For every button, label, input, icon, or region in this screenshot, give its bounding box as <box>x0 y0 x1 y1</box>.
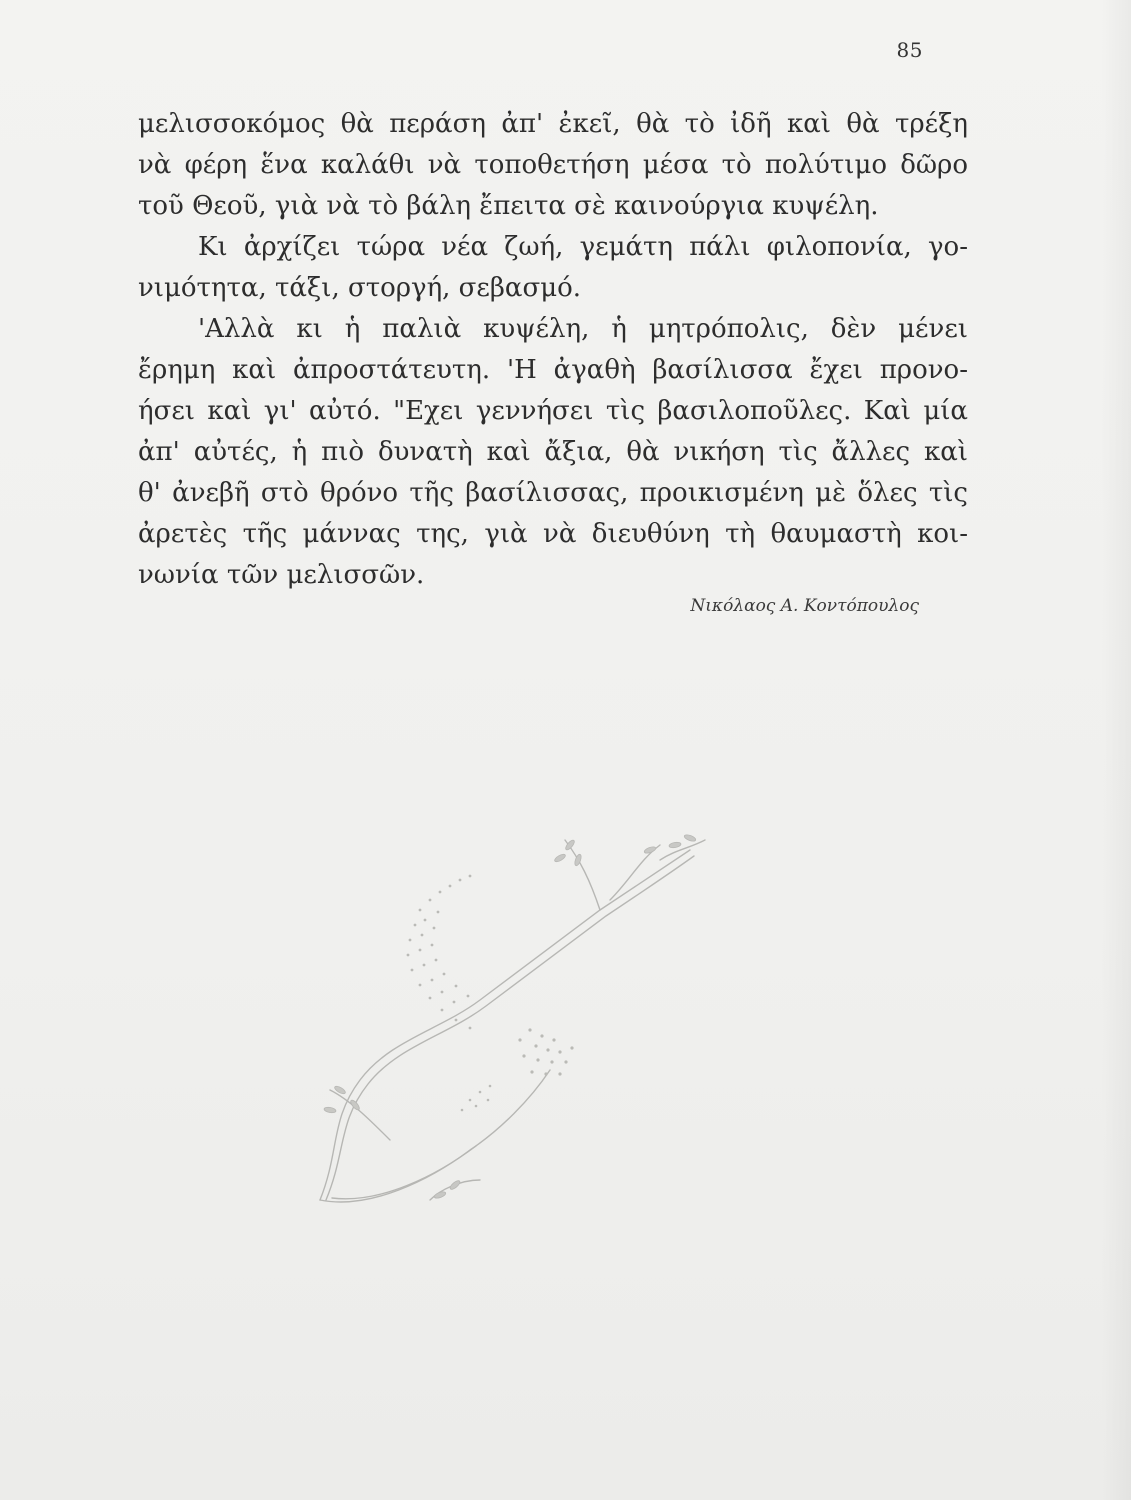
bee-swarm-branch-icon <box>280 800 720 1220</box>
text-line: ήσει καὶ γι' αὐτό. "Εχει γεννήσει τὶς βασιλοποῦλες. Καὶ μία <box>138 396 968 426</box>
text-line: νωνία τῶν μελισσῶν. <box>138 560 425 590</box>
text-line: ἀρετὲς τῆς μάννας της, γιὰ νὰ διευθύνη τὴ θαυμαστὴ κοι- <box>138 519 968 549</box>
text-line: Κι ἀρχίζει τώρα νέα ζωή, γεμάτη πάλι φιλοπονία, γο- <box>198 232 968 262</box>
text-line: ἔρημη καὶ ἀπροστάτευτη. 'Η ἀγαθὴ βασίλισσα ἔχει προνο- <box>138 355 968 385</box>
text-line: 'Αλλὰ κι ἡ παλιὰ κυψέλη, ἡ μητρόπολις, δὲν μένει <box>198 314 968 344</box>
text-line: θ' ἀνεβῆ στὸ θρόνο τῆς βασίλισσας, προικισμένη μὲ ὅλες τὶς <box>138 478 968 508</box>
page-edge-shadow <box>1101 0 1131 1500</box>
text-line: νιμότητα, τάξι, στοργή, σεβασμό. <box>138 273 582 303</box>
body-text <box>138 104 968 596</box>
author-signature: Νικόλαος Α. Κοντόπουλος <box>690 596 919 616</box>
text-line: ἀπ' αὐτές, ἡ πιὸ δυνατὴ καὶ ἄξια, θὰ νικήση τὶς ἄλλες καὶ <box>138 437 968 467</box>
text-line: νὰ φέρη ἕνα καλάθι νὰ τοποθετήση μέσα τὸ πολύτιμο δῶρο <box>138 150 968 180</box>
text-line: τοῦ Θεοῦ, γιὰ νὰ τὸ βάλη ἔπειτα σὲ καινούργια κυψέλη. <box>138 191 879 221</box>
page-number: 85 <box>896 38 923 62</box>
text-line: μελισσοκόμος θὰ περάση ἀπ' ἐκεῖ, θὰ τὸ ἰδῆ καὶ θὰ τρέξη <box>138 109 968 139</box>
